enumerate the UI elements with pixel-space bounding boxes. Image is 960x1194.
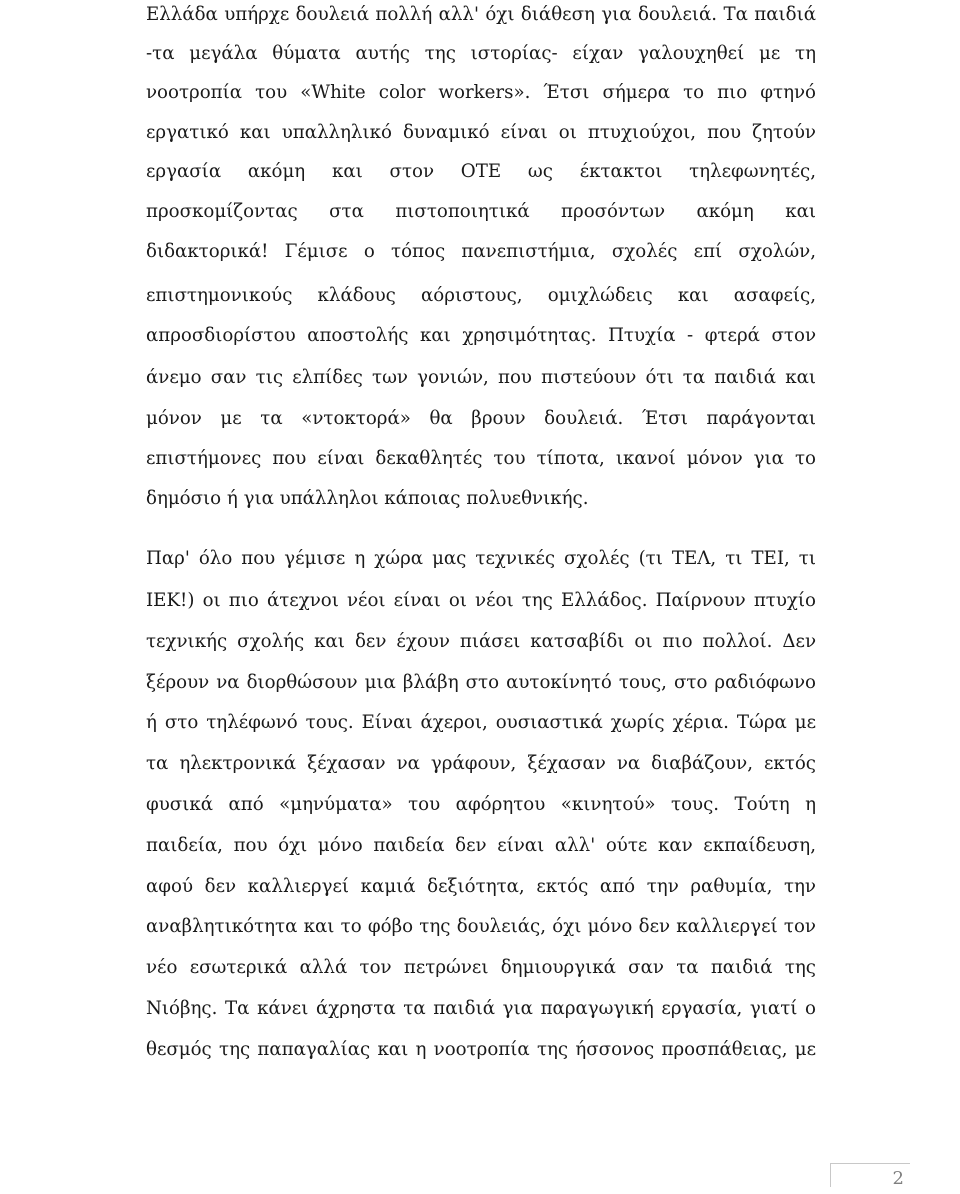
text-line: Ελλάδα υπήρχε δουλειά πολλή αλλ' όχι διάθεση για δουλειά. Τα παιδιά (146, 4, 816, 25)
text-line: -τα μεγάλα θύματα αυτής της ιστορίας- είχαν γαλουχηθεί με τη (146, 43, 816, 64)
text-line: ξέρουν να διορθώσουν μια βλάβη στο αυτοκίνητό τους, στο ραδιόφωνο (146, 672, 816, 693)
text-line: επιστημονικούς κλάδους αόριστους, ομιχλώδεις και ασαφείς, (146, 285, 816, 306)
text-line: νοοτροπία του «White color workers». Έτσι σήμερα το πιο φτηνό (146, 82, 816, 103)
text-line: αναβλητικότητα και το φόβο της δουλειάς, όχι μόνο δεν καλλιεργεί τον (146, 916, 816, 937)
text-line: άνεμο σαν τις ελπίδες των γονιών, που πιστεύουν ότι τα παιδιά και (146, 367, 816, 388)
text-line: εργασία ακόμη και στον ΟΤΕ ως έκτακτοι τηλεφωνητές, (146, 161, 816, 182)
text-line: φυσικά από «μηνύματα» του αφόρητου «κινητού» τους. Τούτη η (146, 794, 816, 815)
text-line: ΙΕΚ!) οι πιο άτεχνοι νέοι είναι οι νέοι της Ελλάδος. Παίρνουν πτυχίο (146, 590, 816, 611)
text-line: απροσδιορίστου αποστολής και χρησιμότητας. Πτυχία - φτερά στον (146, 325, 816, 346)
text-line: προσκομίζοντας στα πιστοποιητικά προσόντων ακόμη και (146, 201, 816, 222)
text-line: ή στο τηλέφωνό τους. Είναι άχεροι, ουσιαστικά χωρίς χέρια. Τώρα με (146, 712, 816, 733)
text-line: επιστήμονες που είναι δεκαθλητές του τίποτα, ικανοί μόνον για το (146, 448, 816, 469)
text-line: διδακτορικά! Γέμισε ο τόπος πανεπιστήμια, σχολές επί σχολών, (146, 241, 816, 262)
text-line: μόνον με τα «ντοκτορά» θα βρουν δουλειά. Έτσι παράγονται (146, 408, 816, 429)
text-line: παιδεία, που όχι μόνο παιδεία δεν είναι αλλ' ούτε καν εκπαίδευση, (146, 835, 816, 856)
text-line: θεσμός της παπαγαλίας και η νοοτροπία της ήσσονος προσπάθειας, με (146, 1039, 816, 1060)
text-line: δημόσιο ή για υπάλληλοι κάποιας πολυεθνικής. (146, 488, 589, 509)
text-line: αφού δεν καλλιεργεί καμιά δεξιότητα, εκτός από την ραθυμία, την (146, 876, 816, 897)
text-line: εργατικό και υπαλληλικό δυναμικό είναι οι πτυχιούχοι, που ζητούν (146, 122, 816, 143)
text-line: τεχνικής σχολής και δεν έχουν πιάσει κατσαβίδι οι πιο πολλοί. Δεν (146, 631, 816, 652)
page-number: 2 (830, 1163, 910, 1187)
text-line: Παρ' όλο που γέμισε η χώρα μας τεχνικές σχολές (τι ΤΕΛ, τι ΤΕΙ, τι (146, 548, 816, 569)
text-line: Νιόβης. Τα κάνει άχρηστα τα παιδιά για παραγωγική εργασία, γιατί ο (146, 998, 816, 1019)
text-line: τα ηλεκτρονικά ξέχασαν να γράφουν, ξέχασαν να διαβάζουν, εκτός (146, 753, 816, 774)
text-line: νέο εσωτερικά αλλά τον πετρώνει δημιουργικά σαν τα παιδιά της (146, 957, 816, 978)
